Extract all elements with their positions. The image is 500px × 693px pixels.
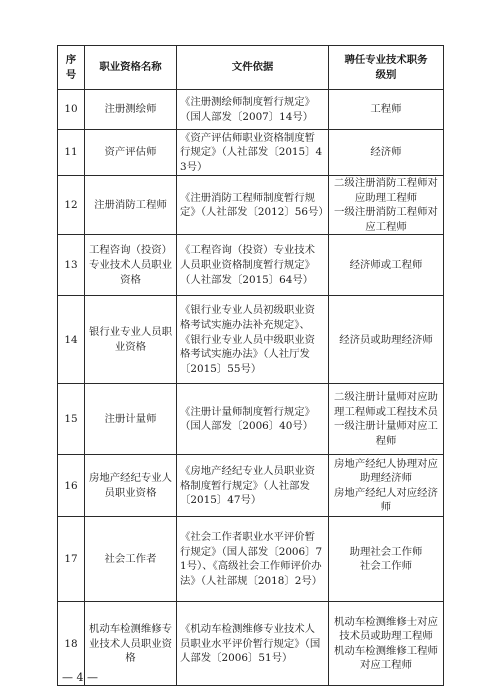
cell-title: 二级注册计量师对应助理工程师或工程技术员 一级注册计量师对应工程师 xyxy=(329,384,444,455)
cell-seq: 14 xyxy=(58,296,85,384)
table-row xyxy=(58,384,444,455)
header-seq: 序号 xyxy=(58,46,85,90)
cell-seq: 17 xyxy=(58,517,85,602)
cell-basis: 《注册计量师制度暂行规定》（国人部发〔2006〕40号） xyxy=(177,384,329,455)
table-row xyxy=(58,176,444,235)
table-row xyxy=(58,602,444,686)
cell-name: 银行业专业人员职业资格 xyxy=(85,296,177,384)
cell-name: 注册测绘师 xyxy=(85,90,177,130)
cell-basis: 《工程咨询（投资）专业技术人员职业资格制度暂行规定》（人社部发〔2015〕64号） xyxy=(177,235,329,296)
cell-basis: 《资产评估师职业资格制度暂行规定》（人社部发〔2015〕43号） xyxy=(177,130,329,176)
table-row xyxy=(58,130,444,176)
header-basis: 文件依据 xyxy=(177,46,329,90)
cell-title: 助理社会工作师 社会工作师 xyxy=(329,517,444,602)
cell-name: 注册计量师 xyxy=(85,384,177,455)
cell-title: 经济师或工程师 xyxy=(329,235,444,296)
cell-seq: 11 xyxy=(58,130,85,176)
table-row xyxy=(58,517,444,602)
cell-name: 机动车检测维修专业技术人员职业资格 xyxy=(85,602,177,686)
cell-seq: 12 xyxy=(58,176,85,235)
table-row xyxy=(58,235,444,296)
cell-basis: 《注册消防工程师制度暂行规定》（人社部发〔2012〕56号） xyxy=(177,176,329,235)
table-row xyxy=(58,296,444,384)
cell-basis: 《银行业专业人员初级职业资格考试实施办法补充规定》、《银行业专业人员中级职业资格考试实施办法》（人社厅发〔2015〕55号） xyxy=(177,296,329,384)
header-title: 聘任专业技术职务级别 xyxy=(329,46,444,90)
table-row xyxy=(58,90,444,130)
cell-basis: 《注册测绘师制度暂行规定》（国人部发〔2007〕14号） xyxy=(177,90,329,130)
cell-name: 房地产经纪专业人员职业资格 xyxy=(85,455,177,517)
cell-title: 房地产经纪人协理对应助理经济师 房地产经纪人对应经济师 xyxy=(329,455,444,517)
cell-title: 经济师 xyxy=(329,130,444,176)
cell-name: 资产评估师 xyxy=(85,130,177,176)
cell-seq: 13 xyxy=(58,235,85,296)
cell-seq: 16 xyxy=(58,455,85,517)
cell-name: 工程咨询（投资）专业技术人员职业资格 xyxy=(85,235,177,296)
cell-title: 机动车检测维修士对应技术员或助理工程师 机动车检测维修工程师对应工程师 xyxy=(329,602,444,686)
header-name: 职业资格名称 xyxy=(85,46,177,90)
cell-seq: 18 xyxy=(58,602,85,686)
cell-title: 经济员或助理经济师 xyxy=(329,296,444,384)
page-number: — 4 — xyxy=(62,671,98,684)
cell-name: 社会工作者 xyxy=(85,517,177,602)
cell-basis: 《社会工作者职业水平评价暂行规定》（国人部发〔2006〕71号）、《高级社会工作师评价办法》（人社部规〔2018〕2号） xyxy=(177,517,329,602)
cell-basis: 《房地产经纪专业人员职业资格制度暂行规定》（人社部发〔2015〕47号） xyxy=(177,455,329,517)
cell-title: 工程师 xyxy=(329,90,444,130)
cell-basis: 《机动车检测维修专业技术人员职业水平评价暂行规定》（国人部发〔2006〕51号） xyxy=(177,602,329,686)
cell-name: 注册消防工程师 xyxy=(85,176,177,235)
qualification-table xyxy=(57,45,444,686)
cell-title: 二级注册消防工程师对应助理工程师 一级注册消防工程师对应工程师 xyxy=(329,176,444,235)
table-row xyxy=(58,455,444,517)
table-header-row xyxy=(58,46,444,90)
cell-seq: 10 xyxy=(58,90,85,130)
cell-seq: 15 xyxy=(58,384,85,455)
